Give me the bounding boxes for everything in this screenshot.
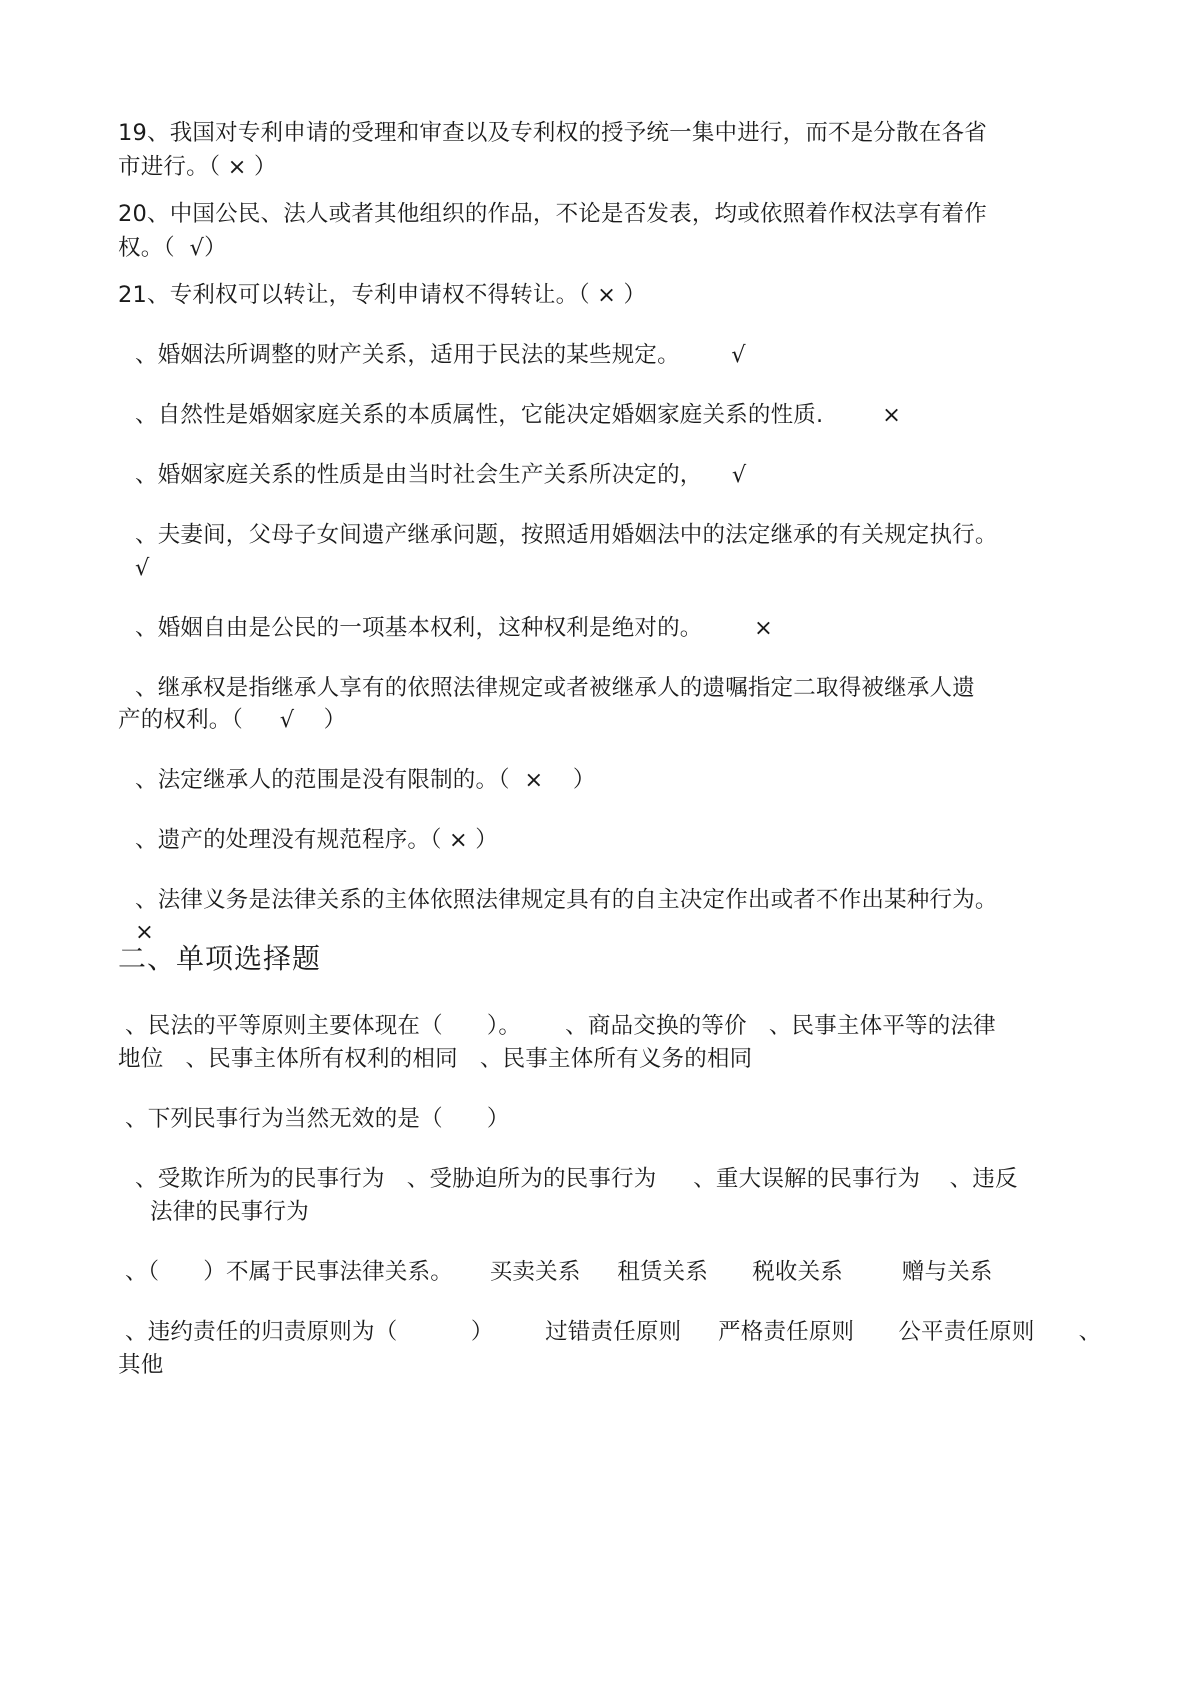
- section-heading: 二、单项选择题: [118, 942, 322, 975]
- judgment-item-natural-attribute: 、自然性是婚姻家庭关系的本质属性，它能决定婚姻家庭关系的性质. ×: [135, 402, 902, 428]
- judgment-item-legal-obligation-line1: 、法律义务是法律关系的主体依照法律规定具有的自主决定作出或者不作出某种行为。: [135, 887, 998, 913]
- judgment-item-legal-heirs: 、法定继承人的范围是没有限制的。（ × ）: [135, 767, 596, 793]
- judgment-item-right-of-inheritance-line1: 、继承权是指继承人享有的依照法律规定或者被继承人的遗嘱指定二取得被继承人遗: [135, 675, 975, 701]
- judgment-item-20-line1: 20、中国公民、法人或者其他组织的作品，不论是否发表，均或依照着作权法享有着作: [118, 201, 987, 227]
- choice-item-void-act: 、下列民事行为当然无效的是（ ）: [125, 1106, 510, 1132]
- choice-item-equality-line1: 、民法的平等原则主要体现在（ ）。 、商品交换的等价 、民事主体平等的法律: [125, 1013, 996, 1039]
- judgment-item-family-nature: 、婚姻家庭关系的性质是由当时社会生产关系所决定的， √: [135, 462, 747, 488]
- choice-item-equality-line2: 地位 、民事主体所有权利的相同 、民事主体所有义务的相同: [118, 1046, 753, 1072]
- judgment-item-inheritance-line2: √: [135, 555, 150, 581]
- judgment-item-20-line2: 权。（ √）: [118, 235, 227, 261]
- judgment-item-19-line2: 市进行。（ × ）: [118, 154, 277, 180]
- choice-item-liability-line2: 其他: [118, 1352, 164, 1378]
- judgment-item-legal-obligation-line2: ×: [135, 919, 155, 945]
- choice-item-liability-line1: 、违约责任的归责原则为（ ） 过错责任原则 严格责任原则 公平责任原则 、: [125, 1319, 1102, 1345]
- choice-options-void-act-line2: 法律的民事行为: [150, 1199, 309, 1225]
- judgment-item-marriage-freedom: 、婚姻自由是公民的一项基本权利，这种权利是绝对的。 ×: [135, 615, 774, 641]
- judgment-item-right-of-inheritance-line2: 产的权利。（ √ ）: [118, 707, 347, 733]
- choice-item-civil-relation: 、（ ）不属于民事法律关系。 买卖关系 租赁关系 税收关系 赠与关系: [125, 1259, 993, 1285]
- judgment-item-marriage-property: 、婚姻法所调整的财产关系，适用于民法的某些规定。 √: [135, 342, 746, 368]
- judgment-item-19-line1: 19、我国对专利申请的受理和审查以及专利权的授予统一集中进行，而不是分散在各省: [118, 120, 987, 146]
- judgment-item-inheritance-line1: 、夫妻间，父母子女间遗产继承问题，按照适用婚姻法中的法定继承的有关规定执行。: [135, 522, 998, 548]
- choice-options-void-act-line1: 、受欺诈所为的民事行为 、受胁迫所为的民事行为 、重大误解的民事行为 、违反: [135, 1166, 1018, 1192]
- judgment-item-estate-procedure: 、遗产的处理没有规范程序。（ × ）: [135, 827, 499, 853]
- judgment-item-21: 21、专利权可以转让，专利申请权不得转让。（ × ）: [118, 282, 647, 308]
